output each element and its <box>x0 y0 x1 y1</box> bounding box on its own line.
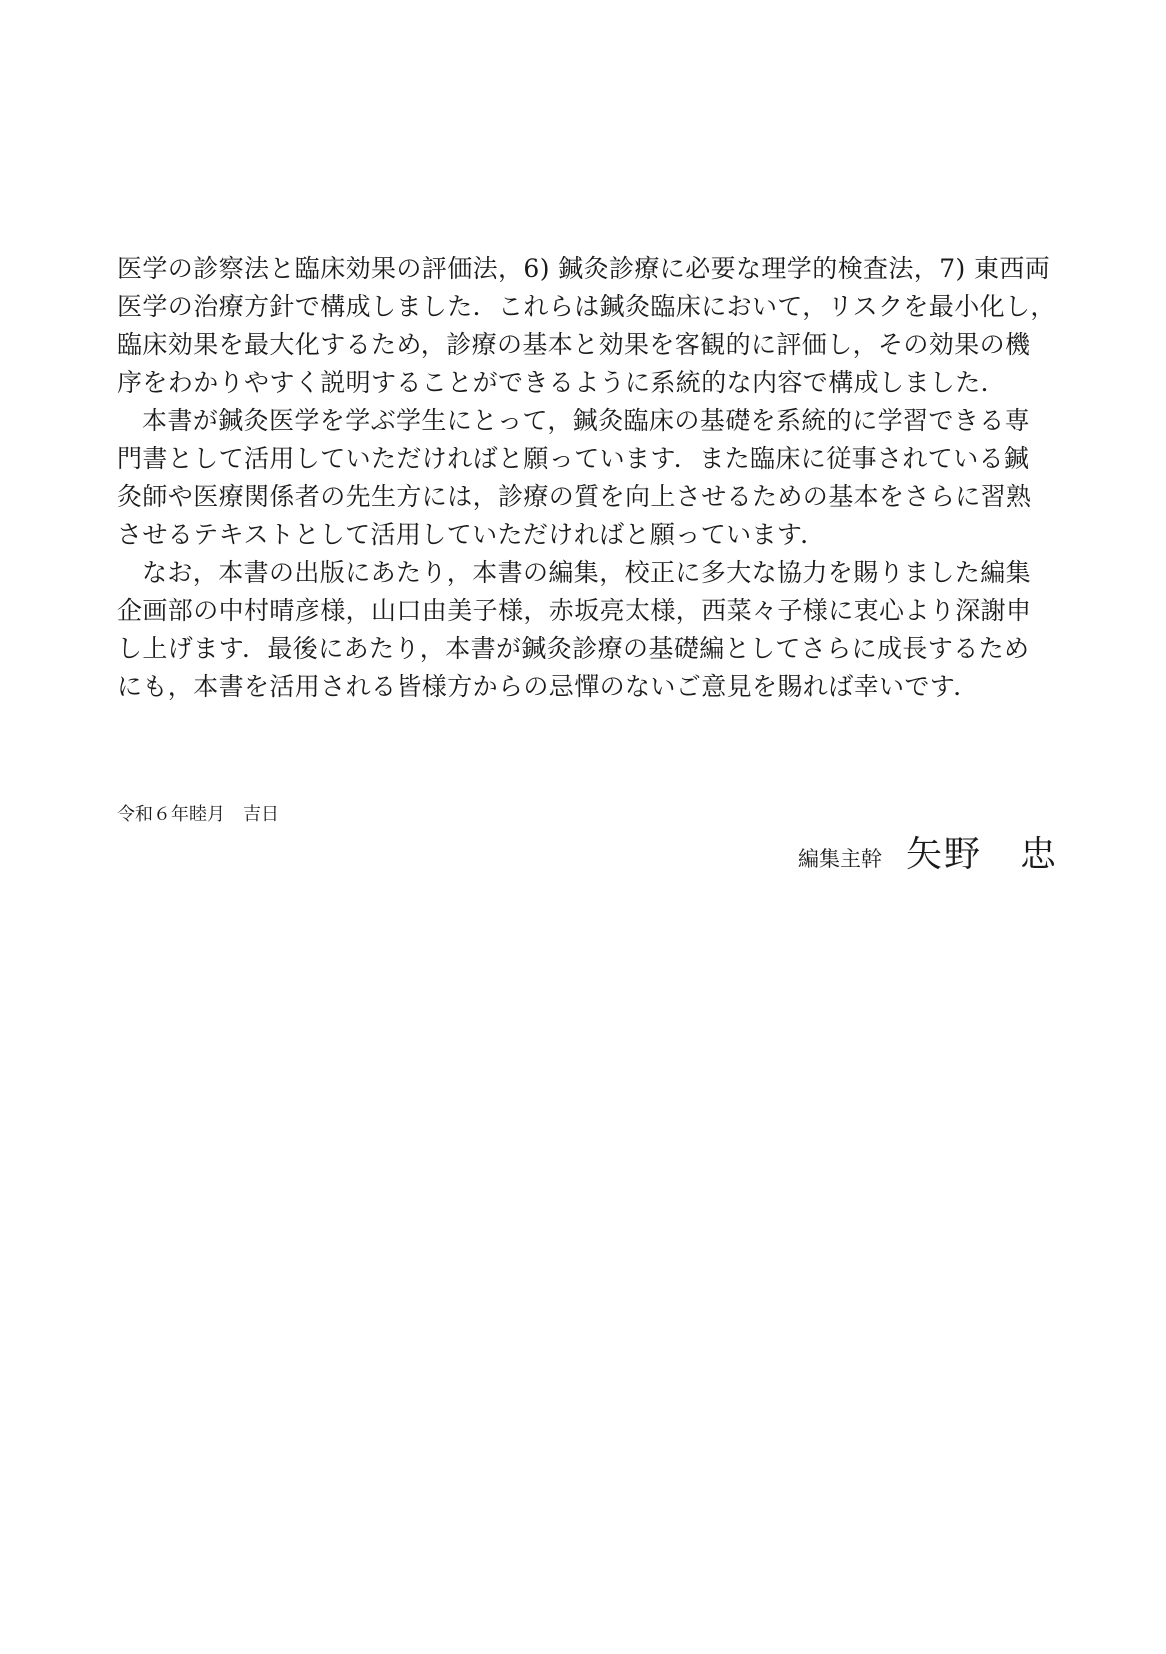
text-line: 企画部の中村晴彦様，山口由美子様，赤坂亮太様，西菜々子様に衷心より深謝申 <box>117 596 1032 625</box>
text-line: 医学の治療方針で構成しました．これらは鍼灸臨床において，リスクを最小化し， <box>117 292 1056 321</box>
paragraph-purpose <box>117 402 1057 554</box>
text-line: 灸師や医療関係者の先生方には，診療の質を向上させるための基本をさらに習熟 <box>117 482 1032 511</box>
text-line: 序をわかりやすく説明することができるように系統的な内容で構成しました． <box>117 368 1007 397</box>
text-line: 医学の診察法と臨床効果の評価法，6) 鍼灸診療に必要な理学的検査法，7) 東西両 <box>117 254 1051 283</box>
text-line: 本書が鍼灸医学を学ぶ学生にとって，鍼灸臨床の基礎を系統的に学習できる専 <box>142 406 1031 435</box>
text-line: 臨床効果を最大化するため，診療の基本と効果を客観的に評価し，その効果の機 <box>117 330 1031 359</box>
paragraph-acknowledgements <box>117 554 1057 706</box>
signature-name: 矢野 忠 <box>905 834 1058 875</box>
paragraph-continued <box>117 250 1057 402</box>
preface-body <box>117 250 1057 706</box>
text-line: なお，本書の出版にあたり，本書の編集，校正に多大な協力を賜りました編集 <box>142 558 1032 587</box>
text-line: 門書として活用していただければと願っています．また臨床に従事されている鍼 <box>117 444 1030 473</box>
signature-block <box>798 833 1058 877</box>
text-line: させるテキストとして活用していただければと願っています． <box>117 520 826 549</box>
text-line: にも，本書を活用される皆様方からの忌憚のないご意見を賜れば幸いです． <box>117 672 979 701</box>
date-line: 令和６年睦月 吉日 <box>117 804 279 825</box>
text-line: し上げます．最後にあたり，本書が鍼灸診療の基礎編としてさらに成長するため <box>117 634 1030 663</box>
signature-title: 編集主幹 <box>797 847 882 871</box>
